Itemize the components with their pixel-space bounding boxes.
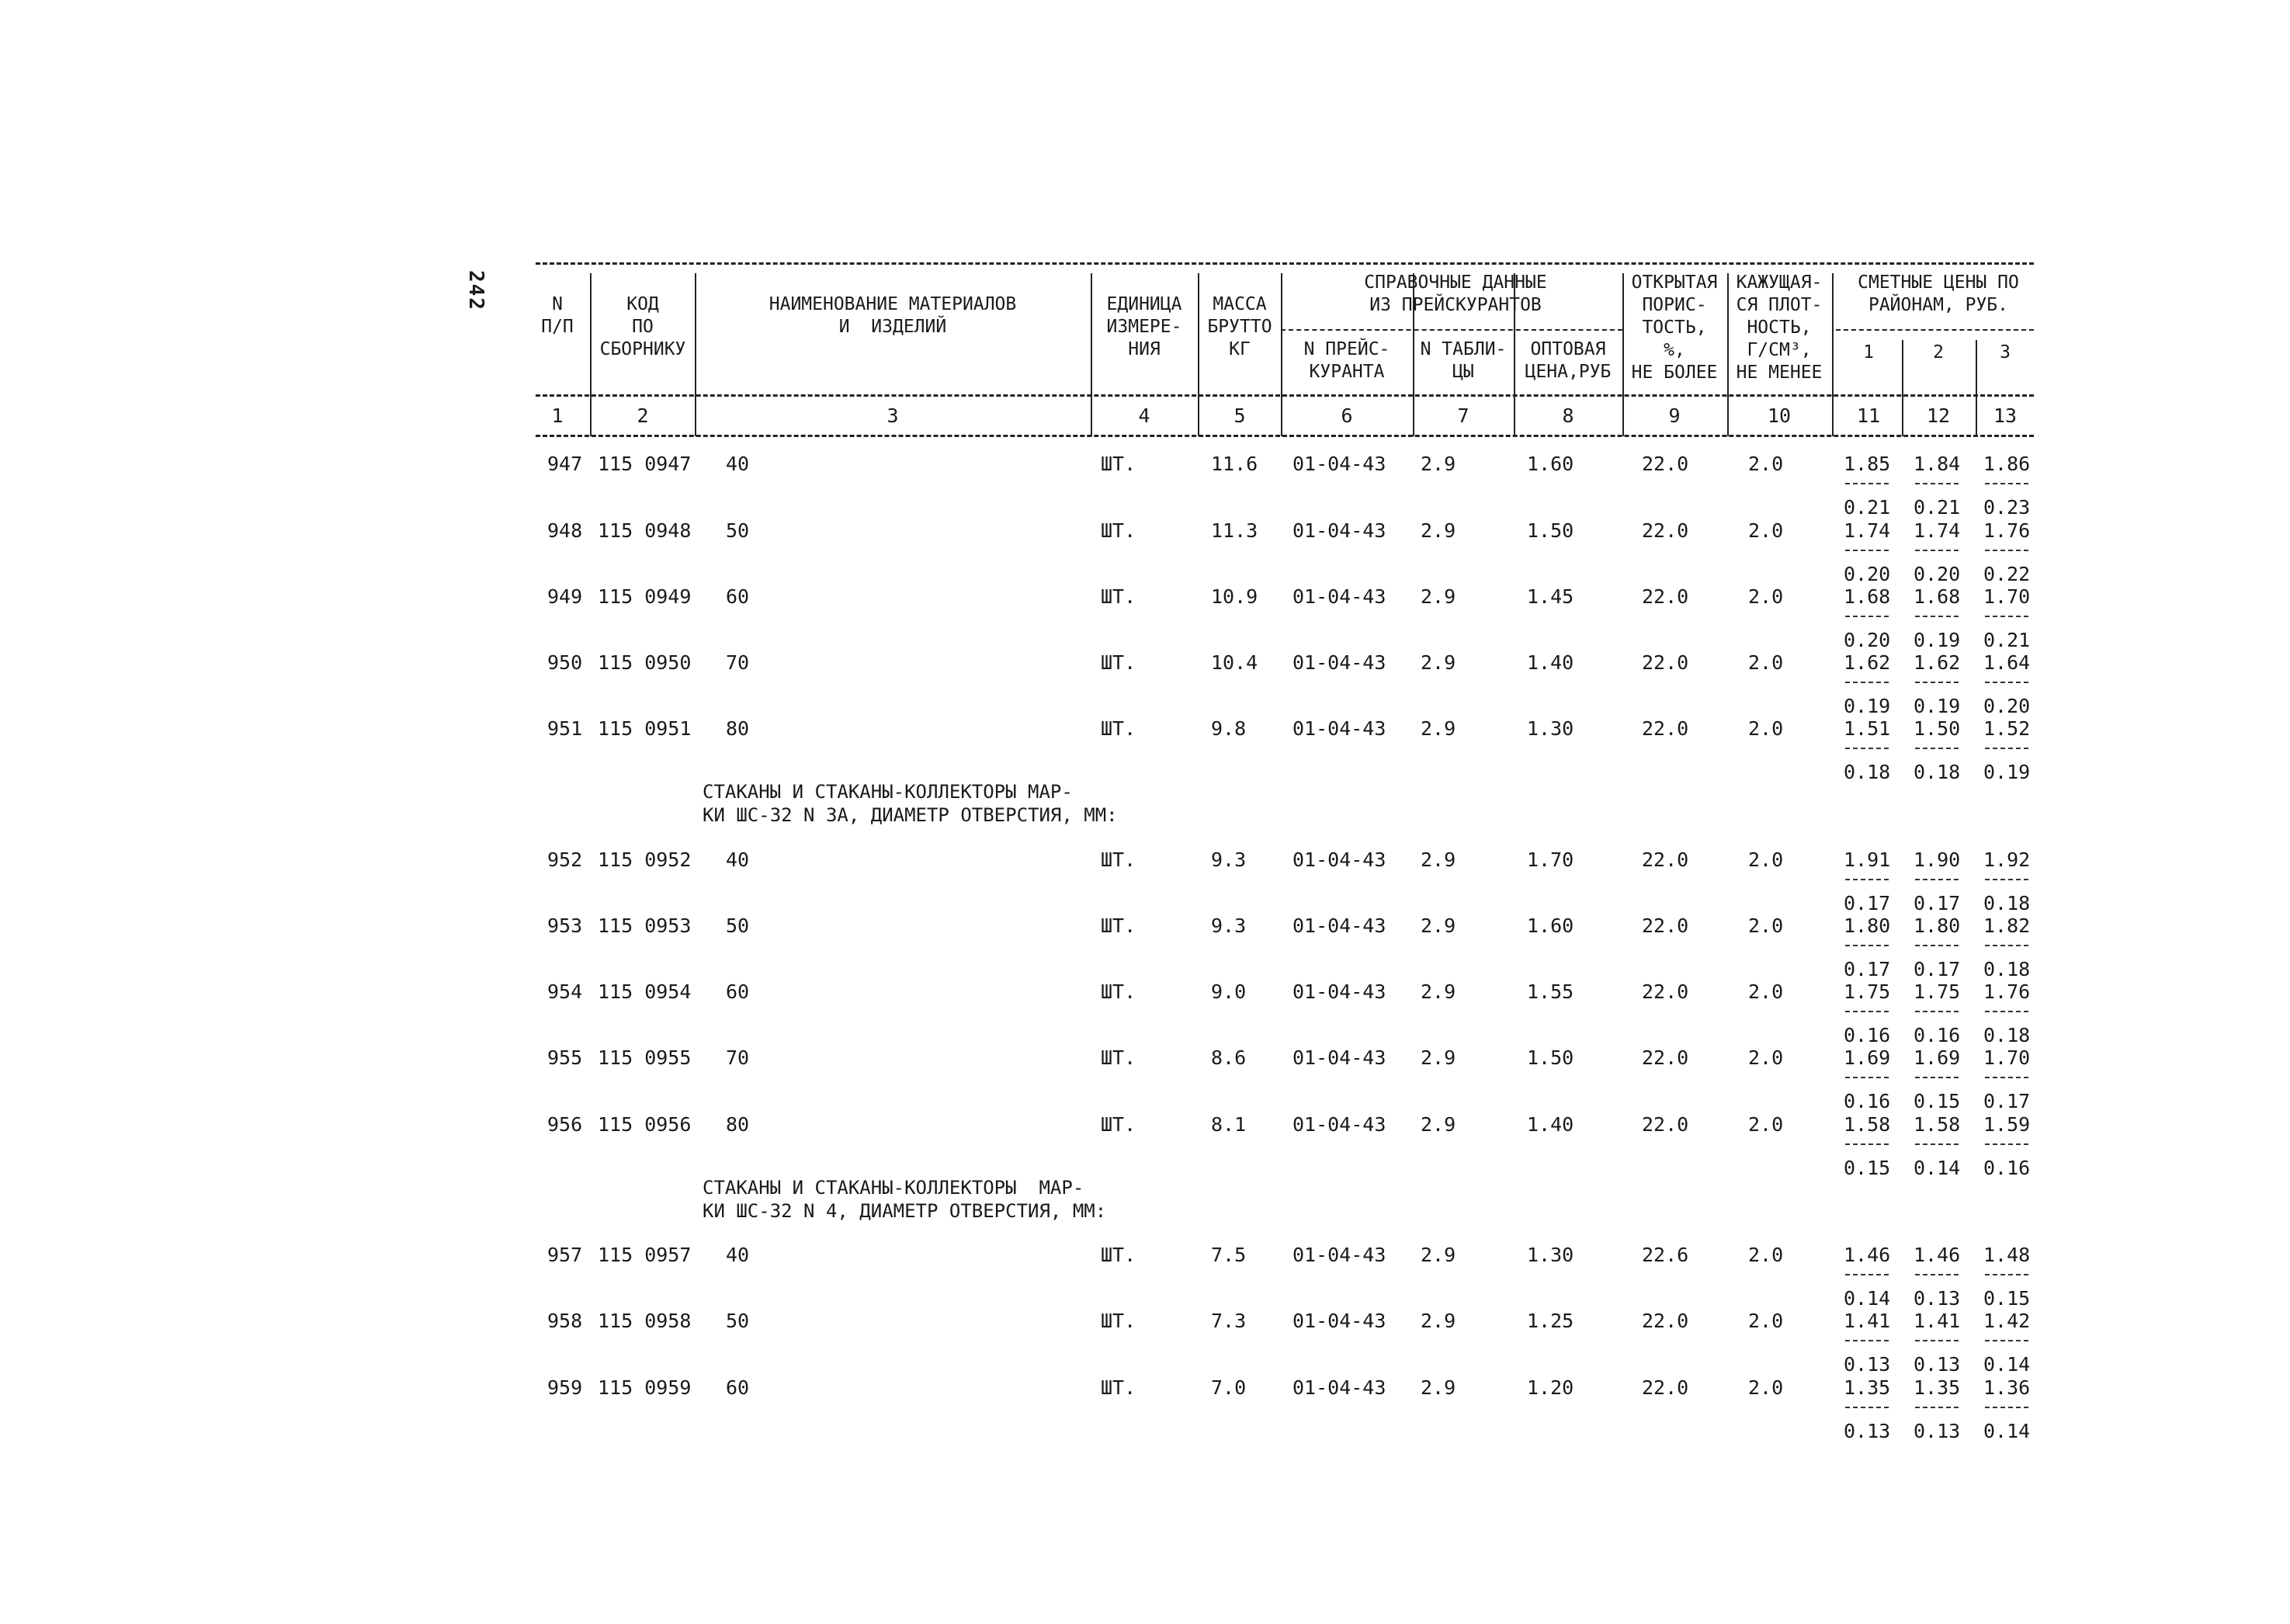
row-unit: ШТ. <box>1101 651 1136 674</box>
row-estimate-price-region-1: 1.35 <box>1844 1376 1891 1399</box>
fraction-bar <box>1985 483 2028 484</box>
col-density-header: КАЖУЩАЯ- СЯ ПЛОТ- НОСТЬ, Г/СМ³, НЕ МЕНЕЕ <box>1736 272 1823 383</box>
row-porosity: 22.0 <box>1642 453 1689 475</box>
row-estimate-price-region-1: 1.68 <box>1844 585 1891 608</box>
header-col-separator <box>1091 273 1092 436</box>
fraction-bar <box>1985 879 2028 880</box>
fraction-bar <box>1845 1407 1889 1408</box>
row-number: 959 <box>547 1376 583 1399</box>
fraction-bar <box>1845 682 1889 683</box>
row-estimate-wage-region-2: 0.16 <box>1914 1024 1961 1046</box>
row-estimate-wage-region-3: 0.16 <box>1983 1157 2031 1179</box>
row-unit: ШТ. <box>1101 1113 1136 1136</box>
row-number: 949 <box>547 585 583 608</box>
row-density: 2.0 <box>1748 651 1784 674</box>
column-number: 2 <box>637 404 649 427</box>
column-number: 7 <box>1457 404 1469 427</box>
row-mass: 9.8 <box>1211 717 1247 740</box>
row-estimate-wage-region-3: 0.21 <box>1983 629 2031 651</box>
row-tableno: 2.9 <box>1421 848 1456 871</box>
row-estimate-wage-region-3: 0.20 <box>1983 695 2031 717</box>
row-density: 2.0 <box>1748 1046 1784 1069</box>
row-porosity: 22.6 <box>1642 1244 1689 1266</box>
row-code: 115 0958 <box>598 1310 692 1332</box>
column-number: 10 <box>1767 404 1792 427</box>
row-density: 2.0 <box>1748 980 1784 1003</box>
row-estimate-wage-region-2: 0.13 <box>1914 1287 1961 1310</box>
row-estimate-wage-region-2: 0.17 <box>1914 892 1961 914</box>
row-code: 115 0955 <box>598 1046 692 1069</box>
fraction-bar <box>1845 879 1889 880</box>
row-wholesale: 1.30 <box>1527 717 1574 740</box>
row-estimate-wage-region-2: 0.14 <box>1914 1157 1961 1179</box>
row-estimate-wage-region-1: 0.21 <box>1844 496 1891 519</box>
row-name: 40 <box>726 848 750 871</box>
row-estimate-wage-region-3: 0.19 <box>1983 761 2031 783</box>
row-estimate-price-region-2: 1.74 <box>1914 519 1961 542</box>
fraction-bar <box>1915 616 1959 617</box>
row-estimate-price-region-1: 1.46 <box>1844 1244 1891 1266</box>
region-col-separator <box>1976 340 1977 436</box>
row-name: 60 <box>726 980 750 1003</box>
row-estimate-price-region-2: 1.90 <box>1914 848 1961 871</box>
row-code: 115 0951 <box>598 717 692 740</box>
row-estimate-wage-region-3: 0.18 <box>1983 892 2031 914</box>
row-estimate-price-region-3: 1.70 <box>1983 585 2031 608</box>
row-density: 2.0 <box>1748 1244 1784 1266</box>
row-pricelist: 01-04-43 <box>1292 651 1386 674</box>
row-mass: 7.5 <box>1211 1244 1247 1266</box>
column-number: 13 <box>1993 404 2018 427</box>
fraction-bar <box>1845 483 1889 484</box>
estimate-prices-group-header: СМЕТНЫЕ ЦЕНЫ ПО РАЙОНАМ, РУБ. <box>1858 272 2019 315</box>
header-col-separator <box>590 273 592 436</box>
col-numbers-rule <box>536 435 2034 437</box>
row-estimate-price-region-3: 1.76 <box>1983 519 2031 542</box>
row-tableno: 2.9 <box>1421 519 1456 542</box>
row-estimate-price-region-1: 1.51 <box>1844 717 1891 740</box>
row-tableno: 2.9 <box>1421 1046 1456 1069</box>
header-col-separator <box>1727 273 1729 436</box>
row-unit: ШТ. <box>1101 914 1136 937</box>
row-name: 50 <box>726 1310 750 1332</box>
row-estimate-price-region-1: 1.62 <box>1844 651 1891 674</box>
row-porosity: 22.0 <box>1642 585 1689 608</box>
col-wholesale-header: ОПТОВАЯ ЦЕНА,РУБ <box>1525 339 1612 382</box>
fraction-bar <box>1915 1011 1959 1012</box>
row-estimate-price-region-1: 1.41 <box>1844 1310 1891 1332</box>
row-estimate-wage-region-2: 0.21 <box>1914 496 1961 519</box>
row-wholesale: 1.40 <box>1527 1113 1574 1136</box>
row-wholesale: 1.55 <box>1527 980 1574 1003</box>
row-name: 60 <box>726 585 750 608</box>
header-col-separator <box>1198 273 1199 436</box>
row-mass: 7.3 <box>1211 1310 1247 1332</box>
row-mass: 11.3 <box>1211 519 1258 542</box>
row-estimate-price-region-3: 1.70 <box>1983 1046 2031 1069</box>
fraction-bar <box>1985 682 2028 683</box>
row-estimate-wage-region-1: 0.13 <box>1844 1420 1891 1442</box>
row-estimate-price-region-2: 1.46 <box>1914 1244 1961 1266</box>
row-unit: ШТ. <box>1101 519 1136 542</box>
row-unit: ШТ. <box>1101 1376 1136 1399</box>
row-tableno: 2.9 <box>1421 1244 1456 1266</box>
row-number: 948 <box>547 519 583 542</box>
row-wholesale: 1.60 <box>1527 914 1574 937</box>
fraction-bar <box>1985 1407 2028 1408</box>
row-number: 953 <box>547 914 583 937</box>
row-estimate-wage-region-1: 0.13 <box>1844 1353 1891 1376</box>
row-tableno: 2.9 <box>1421 914 1456 937</box>
row-estimate-wage-region-1: 0.18 <box>1844 761 1891 783</box>
row-name: 50 <box>726 519 750 542</box>
row-estimate-wage-region-1: 0.16 <box>1844 1090 1891 1112</box>
fraction-bar <box>1915 748 1959 749</box>
row-estimate-wage-region-3: 0.18 <box>1983 958 2031 980</box>
row-estimate-price-region-2: 1.75 <box>1914 980 1961 1003</box>
row-unit: ШТ. <box>1101 1046 1136 1069</box>
column-number: 1 <box>551 404 564 427</box>
row-estimate-price-region-2: 1.84 <box>1914 453 1961 475</box>
row-estimate-price-region-3: 1.59 <box>1983 1113 2031 1136</box>
row-wholesale: 1.30 <box>1527 1244 1574 1266</box>
row-wholesale: 1.60 <box>1527 453 1574 475</box>
row-porosity: 22.0 <box>1642 1310 1689 1332</box>
header-col-separator <box>695 273 696 436</box>
row-estimate-price-region-3: 1.42 <box>1983 1310 2031 1332</box>
row-unit: ШТ. <box>1101 585 1136 608</box>
row-tableno: 2.9 <box>1421 651 1456 674</box>
row-code: 115 0957 <box>598 1244 692 1266</box>
row-estimate-wage-region-1: 0.20 <box>1844 563 1891 585</box>
row-mass: 8.1 <box>1211 1113 1247 1136</box>
row-estimate-wage-region-3: 0.14 <box>1983 1420 2031 1442</box>
row-code: 115 0959 <box>598 1376 692 1399</box>
row-estimate-price-region-1: 1.80 <box>1844 914 1891 937</box>
row-name: 50 <box>726 914 750 937</box>
row-density: 2.0 <box>1748 453 1784 475</box>
row-porosity: 22.0 <box>1642 717 1689 740</box>
column-number: 6 <box>1341 404 1353 427</box>
row-tableno: 2.9 <box>1421 1310 1456 1332</box>
fraction-bar <box>1915 682 1959 683</box>
fraction-bar <box>1915 1143 1959 1145</box>
column-number: 11 <box>1856 404 1881 427</box>
row-wholesale: 1.20 <box>1527 1376 1574 1399</box>
region-1-header: 1 <box>1863 342 1874 363</box>
row-number: 955 <box>547 1046 583 1069</box>
section-heading: СТАКАНЫ И СТАКАНЫ-КОЛЛЕКТОРЫ МАР- КИ ШС-32 N 3А, ДИАМЕТР ОТВЕРСТИЯ, ММ: <box>703 781 1118 826</box>
row-unit: ШТ. <box>1101 1310 1136 1332</box>
row-estimate-price-region-2: 1.41 <box>1914 1310 1961 1332</box>
row-estimate-wage-region-2: 0.13 <box>1914 1353 1961 1376</box>
row-pricelist: 01-04-43 <box>1292 980 1386 1003</box>
header-bottom-rule <box>536 394 2034 397</box>
row-porosity: 22.0 <box>1642 519 1689 542</box>
row-estimate-wage-region-1: 0.19 <box>1844 695 1891 717</box>
row-code: 115 0952 <box>598 848 692 871</box>
row-mass: 7.0 <box>1211 1376 1247 1399</box>
region-col-separator <box>1902 340 1903 436</box>
row-mass: 9.3 <box>1211 848 1247 871</box>
row-code: 115 0953 <box>598 914 692 937</box>
row-unit: ШТ. <box>1101 717 1136 740</box>
row-estimate-price-region-2: 1.62 <box>1914 651 1961 674</box>
page-number: 242 <box>464 270 487 311</box>
row-estimate-wage-region-1: 0.14 <box>1844 1287 1891 1310</box>
row-estimate-wage-region-2: 0.19 <box>1914 629 1961 651</box>
col-name-header: НАИМЕНОВАНИЕ МАТЕРИАЛОВ И ИЗДЕЛИЙ <box>769 294 1017 337</box>
column-number: 5 <box>1233 404 1246 427</box>
row-estimate-price-region-3: 1.86 <box>1983 453 2031 475</box>
row-estimate-wage-region-1: 0.17 <box>1844 892 1891 914</box>
row-code: 115 0950 <box>598 651 692 674</box>
row-estimate-wage-region-3: 0.14 <box>1983 1353 2031 1376</box>
row-pricelist: 01-04-43 <box>1292 1244 1386 1266</box>
row-pricelist: 01-04-43 <box>1292 914 1386 937</box>
col-code-header: КОД ПО СБОРНИКУ <box>599 294 686 359</box>
fraction-bar <box>1915 1340 1959 1341</box>
row-estimate-price-region-3: 1.82 <box>1983 914 2031 937</box>
row-mass: 10.4 <box>1211 651 1258 674</box>
row-number: 954 <box>547 980 583 1003</box>
row-name: 80 <box>726 717 750 740</box>
row-code: 115 0948 <box>598 519 692 542</box>
section-heading: СТАКАНЫ И СТАКАНЫ-КОЛЛЕКТОРЫ МАР- КИ ШС-32 N 4, ДИАМЕТР ОТВЕРСТИЯ, ММ: <box>703 1177 1107 1222</box>
row-unit: ШТ. <box>1101 848 1136 871</box>
fraction-bar <box>1915 483 1959 484</box>
row-estimate-wage-region-2: 0.15 <box>1914 1090 1961 1112</box>
row-porosity: 22.0 <box>1642 1113 1689 1136</box>
fraction-bar <box>1985 1011 2028 1012</box>
row-tableno: 2.9 <box>1421 717 1456 740</box>
fraction-bar <box>1985 550 2028 551</box>
row-code: 115 0949 <box>598 585 692 608</box>
row-porosity: 22.0 <box>1642 1046 1689 1069</box>
fraction-bar <box>1915 1274 1959 1275</box>
row-name: 60 <box>726 1376 750 1399</box>
row-estimate-wage-region-3: 0.22 <box>1983 563 2031 585</box>
row-wholesale: 1.25 <box>1527 1310 1574 1332</box>
row-mass: 11.6 <box>1211 453 1258 475</box>
row-estimate-wage-region-3: 0.15 <box>1983 1287 2031 1310</box>
row-estimate-price-region-2: 1.69 <box>1914 1046 1961 1069</box>
row-porosity: 22.0 <box>1642 651 1689 674</box>
row-name: 40 <box>726 453 750 475</box>
row-number: 950 <box>547 651 583 674</box>
row-estimate-price-region-3: 1.48 <box>1983 1244 2031 1266</box>
fraction-bar <box>1845 748 1889 749</box>
row-estimate-price-region-2: 1.68 <box>1914 585 1961 608</box>
row-pricelist: 01-04-43 <box>1292 453 1386 475</box>
row-pricelist: 01-04-43 <box>1292 585 1386 608</box>
price-group-rule <box>1836 329 2034 331</box>
fraction-bar <box>1845 550 1889 551</box>
row-density: 2.0 <box>1748 848 1784 871</box>
row-estimate-price-region-1: 1.69 <box>1844 1046 1891 1069</box>
fraction-bar <box>1985 945 2028 946</box>
row-estimate-wage-region-3: 0.18 <box>1983 1024 2031 1046</box>
row-density: 2.0 <box>1748 585 1784 608</box>
fraction-bar <box>1915 1077 1959 1078</box>
row-estimate-wage-region-2: 0.20 <box>1914 563 1961 585</box>
row-estimate-wage-region-2: 0.19 <box>1914 695 1961 717</box>
row-estimate-price-region-1: 1.75 <box>1844 980 1891 1003</box>
column-number: 4 <box>1138 404 1150 427</box>
row-estimate-wage-region-1: 0.16 <box>1844 1024 1891 1046</box>
row-estimate-wage-region-2: 0.13 <box>1914 1420 1961 1442</box>
row-tableno: 2.9 <box>1421 1376 1456 1399</box>
row-code: 115 0954 <box>598 980 692 1003</box>
ref-group-rule <box>1281 329 1622 331</box>
row-mass: 9.0 <box>1211 980 1247 1003</box>
row-number: 956 <box>547 1113 583 1136</box>
fraction-bar <box>1985 748 2028 749</box>
fraction-bar <box>1915 945 1959 946</box>
row-number: 957 <box>547 1244 583 1266</box>
column-number: 3 <box>887 404 899 427</box>
row-unit: ШТ. <box>1101 453 1136 475</box>
fraction-bar <box>1915 550 1959 551</box>
fraction-bar <box>1985 1077 2028 1078</box>
column-number: 8 <box>1562 404 1574 427</box>
row-estimate-price-region-1: 1.91 <box>1844 848 1891 871</box>
col-npp-header: N П/П <box>541 294 574 337</box>
row-name: 70 <box>726 1046 750 1069</box>
row-wholesale: 1.70 <box>1527 848 1574 871</box>
row-number: 947 <box>547 453 583 475</box>
row-mass: 8.6 <box>1211 1046 1247 1069</box>
row-estimate-wage-region-3: 0.23 <box>1983 496 2031 519</box>
row-name: 80 <box>726 1113 750 1136</box>
row-estimate-price-region-3: 1.52 <box>1983 717 2031 740</box>
row-tableno: 2.9 <box>1421 453 1456 475</box>
row-name: 70 <box>726 651 750 674</box>
fraction-bar <box>1845 1143 1889 1145</box>
row-porosity: 22.0 <box>1642 1376 1689 1399</box>
row-estimate-price-region-1: 1.58 <box>1844 1113 1891 1136</box>
ref-data-group-header: СПРАВОЧНЫЕ ДАННЫЕ ИЗ ПРЕЙСКУРАНТОВ <box>1364 272 1547 315</box>
row-mass: 10.9 <box>1211 585 1258 608</box>
col-mass-header: МАССА БРУТТО КГ <box>1207 294 1272 359</box>
fraction-bar <box>1985 1143 2028 1145</box>
col-pricelist-header: N ПРЕЙС- КУРАНТА <box>1303 339 1390 382</box>
row-porosity: 22.0 <box>1642 914 1689 937</box>
row-number: 958 <box>547 1310 583 1332</box>
row-pricelist: 01-04-43 <box>1292 717 1386 740</box>
fraction-bar <box>1845 1011 1889 1012</box>
row-tableno: 2.9 <box>1421 585 1456 608</box>
col-tableno-header: N ТАБЛИ- ЦЫ <box>1420 339 1507 382</box>
row-estimate-price-region-1: 1.85 <box>1844 453 1891 475</box>
row-density: 2.0 <box>1748 717 1784 740</box>
column-number: 12 <box>1926 404 1951 427</box>
row-porosity: 22.0 <box>1642 848 1689 871</box>
header-col-separator <box>1622 273 1624 436</box>
row-code: 115 0956 <box>598 1113 692 1136</box>
fraction-bar <box>1845 1340 1889 1341</box>
row-number: 952 <box>547 848 583 871</box>
row-pricelist: 01-04-43 <box>1292 1310 1386 1332</box>
row-estimate-price-region-2: 1.50 <box>1914 717 1961 740</box>
fraction-bar <box>1845 1274 1889 1275</box>
row-pricelist: 01-04-43 <box>1292 848 1386 871</box>
row-wholesale: 1.50 <box>1527 519 1574 542</box>
fraction-bar <box>1915 879 1959 880</box>
region-2-header: 2 <box>1933 342 1944 363</box>
fraction-bar <box>1985 616 2028 617</box>
row-estimate-price-region-3: 1.76 <box>1983 980 2031 1003</box>
row-estimate-price-region-3: 1.36 <box>1983 1376 2031 1399</box>
row-code: 115 0947 <box>598 453 692 475</box>
row-wholesale: 1.40 <box>1527 651 1574 674</box>
row-number: 951 <box>547 717 583 740</box>
row-estimate-wage-region-3: 0.17 <box>1983 1090 2031 1112</box>
row-density: 2.0 <box>1748 1376 1784 1399</box>
row-pricelist: 01-04-43 <box>1292 1113 1386 1136</box>
row-pricelist: 01-04-43 <box>1292 1376 1386 1399</box>
region-3-header: 3 <box>2000 342 2011 363</box>
row-estimate-wage-region-1: 0.15 <box>1844 1157 1891 1179</box>
row-tableno: 2.9 <box>1421 980 1456 1003</box>
row-estimate-price-region-1: 1.74 <box>1844 519 1891 542</box>
row-estimate-wage-region-1: 0.17 <box>1844 958 1891 980</box>
row-wholesale: 1.45 <box>1527 585 1574 608</box>
column-number: 9 <box>1668 404 1681 427</box>
row-pricelist: 01-04-43 <box>1292 519 1386 542</box>
fraction-bar <box>1985 1274 2028 1275</box>
col-unit-header: ЕДИНИЦА ИЗМЕРЕ- НИЯ <box>1106 294 1182 359</box>
header-col-separator <box>1281 273 1282 436</box>
row-mass: 9.3 <box>1211 914 1247 937</box>
row-estimate-price-region-2: 1.80 <box>1914 914 1961 937</box>
row-estimate-price-region-3: 1.64 <box>1983 651 2031 674</box>
row-estimate-price-region-2: 1.58 <box>1914 1113 1961 1136</box>
row-estimate-wage-region-2: 0.17 <box>1914 958 1961 980</box>
row-estimate-wage-region-1: 0.20 <box>1844 629 1891 651</box>
fraction-bar <box>1845 616 1889 617</box>
row-porosity: 22.0 <box>1642 980 1689 1003</box>
row-pricelist: 01-04-43 <box>1292 1046 1386 1069</box>
row-wholesale: 1.50 <box>1527 1046 1574 1069</box>
row-tableno: 2.9 <box>1421 1113 1456 1136</box>
row-unit: ШТ. <box>1101 1244 1136 1266</box>
row-estimate-price-region-3: 1.92 <box>1983 848 2031 871</box>
row-density: 2.0 <box>1748 1310 1784 1332</box>
row-name: 40 <box>726 1244 750 1266</box>
fraction-bar <box>1845 945 1889 946</box>
row-estimate-price-region-2: 1.35 <box>1914 1376 1961 1399</box>
fraction-bar <box>1915 1407 1959 1408</box>
header-col-separator <box>1832 273 1834 436</box>
row-density: 2.0 <box>1748 1113 1784 1136</box>
fraction-bar <box>1985 1340 2028 1341</box>
col-porosity-header: ОТКРЫТАЯ ПОРИС- ТОСТЬ, %, НЕ БОЛЕЕ <box>1631 272 1718 383</box>
row-unit: ШТ. <box>1101 980 1136 1003</box>
fraction-bar <box>1845 1077 1889 1078</box>
row-density: 2.0 <box>1748 519 1784 542</box>
table-top-rule <box>536 262 2034 265</box>
row-density: 2.0 <box>1748 914 1784 937</box>
row-estimate-wage-region-2: 0.18 <box>1914 761 1961 783</box>
